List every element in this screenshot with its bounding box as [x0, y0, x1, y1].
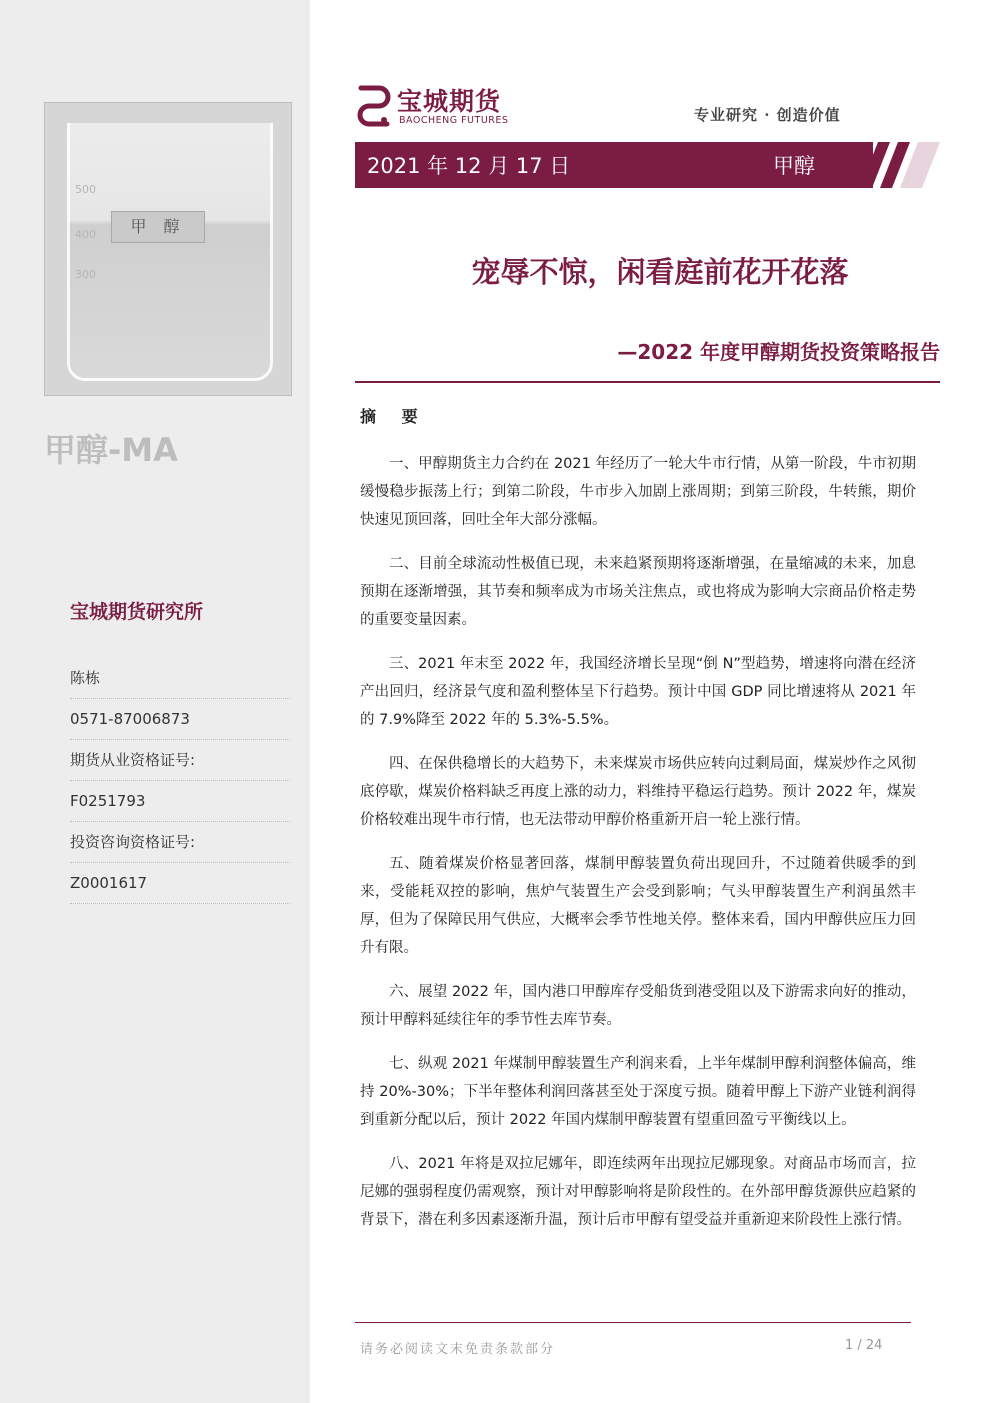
abstract-paragraph: 五、随着煤炭价格显著回落，煤制甲醇装置负荷出现回升，不过随着供暖季的到来，受能耗双控的影响，焦炉气装置生产会受到影响；气头甲醇装置生产利润虽然丰厚，但为了保障民用气供应，大概率会季节性地关停。整体来看，国内甲醇供应压力回升有限。 [360, 856, 916, 956]
abstract-paragraph: 七、纵观 2021 年煤制甲醇装置生产利润来看，上半年煤制甲醇利润整体偏高，维持 20%-30%；下半年整体利润回落甚至处于深度亏损。随着甲醇上下游产业链利润得到重新分配以后，预计 2022 年国内煤制甲醇装置有望重回盈亏平衡线以上。 [360, 1056, 916, 1128]
logo-mark-icon [355, 84, 393, 128]
footer-disclaimer: 请务必阅读文末免责条款部分 [360, 1342, 556, 1357]
company-logo [355, 80, 525, 135]
abstract-paragraph: 八、2021 年将是双拉尼娜年，即连续两年出现拉尼娜现象。对商品市场而言，拉尼娜的强弱程度仍需观察，预计对甲醇影响将是阶段性的。在外部甲醇货源供应趋紧的背景下，潜在利多因素逐渐升温，预计后市甲醇有望受益并重新迎来阶段性上涨行情。 [360, 1156, 916, 1228]
abstract-paragraph: 六、展望 2022 年，国内港口甲醇库存受船货到港受阻以及下游需求向好的推动，预计甲醇料延续往年的季节性去库节奏。 [360, 984, 916, 1028]
beaker-graphic [67, 123, 273, 381]
advisory-license-number: Z0001617 [70, 863, 290, 904]
report-title: 宠辱不惊，闲看庭前花开花落 [471, 255, 849, 289]
report-subtitle: —2022 年度甲醇期货投资策略报告 [617, 340, 940, 364]
futures-license-label: 期货从业资格证号: [70, 740, 290, 781]
methanol-beaker-photo [44, 102, 292, 396]
analyst-info [70, 658, 290, 904]
abstract-paragraph: 四、在保供稳增长的大趋势下，未来煤炭市场供应转向过剩局面，煤炭炒作之风彻底停歇，煤炭价格料缺乏再度上涨的动力，料维持平稳运行趋势。预计 2022 年，煤炭价格较难出现牛市行情，也无法带动甲醇价格重新开启一轮上涨行情。 [360, 756, 916, 828]
report-date: 2021 年 12 月 17 日 [367, 154, 571, 178]
analyst-phone: 0571-87006873 [70, 699, 290, 740]
beaker-graduation: 500 [75, 183, 96, 196]
beaker-graduation: 400 [75, 228, 96, 241]
page-number: 1 / 24 [845, 1338, 883, 1353]
beaker-label: 甲 醇 [111, 211, 205, 243]
footer-divider [355, 1322, 911, 1323]
logo-chinese-text: 宝城期货 [397, 87, 502, 116]
product-name: 甲醇-MA [44, 431, 178, 469]
beaker-graduation: 300 [75, 268, 96, 281]
abstract-body [360, 450, 916, 1250]
date-banner [355, 142, 873, 188]
advisory-license-label: 投资咨询资格证号: [70, 822, 290, 863]
institute-name: 宝城期货研究所 [70, 601, 204, 623]
abstract-heading: 摘 要 [360, 407, 428, 426]
analyst-name: 陈栋 [70, 658, 290, 699]
abstract-paragraph: 二、目前全球流动性极值已现，未来趋紧预期将逐渐增强，在量缩减的未来，加息预期在逐渐增强，其节奏和频率成为市场关注焦点，或也将成为影响大宗商品价格走势的重要变量因素。 [360, 556, 916, 628]
tagline: 专业研究 · 创造价值 [694, 106, 841, 124]
report-variety: 甲醇 [773, 154, 815, 178]
sidebar [0, 0, 310, 1403]
abstract-paragraph: 一、甲醇期货主力合约在 2021 年经历了一轮大牛市行情，从第一阶段，牛市初期缓慢稳步振荡上行；到第二阶段，牛市步入加剧上涨周期；到第三阶段，牛转熊，期价快速见顶回落，回吐全年大部分涨幅。 [360, 456, 916, 528]
futures-license-number: F0251793 [70, 781, 290, 822]
title-divider [355, 381, 940, 383]
banner-slash-decoration [860, 142, 942, 188]
abstract-paragraph: 三、2021 年末至 2022 年，我国经济增长呈现“倒 N”型趋势，增速将向潜在经济产出回归，经济景气度和盈利整体呈下行趋势。预计中国 GDP 同比增速将从 2021 年的 7.9%降至 2022 年的 5.3%-5.5%。 [360, 656, 916, 728]
logo-english-text: BAOCHENG FUTURES [399, 115, 509, 126]
